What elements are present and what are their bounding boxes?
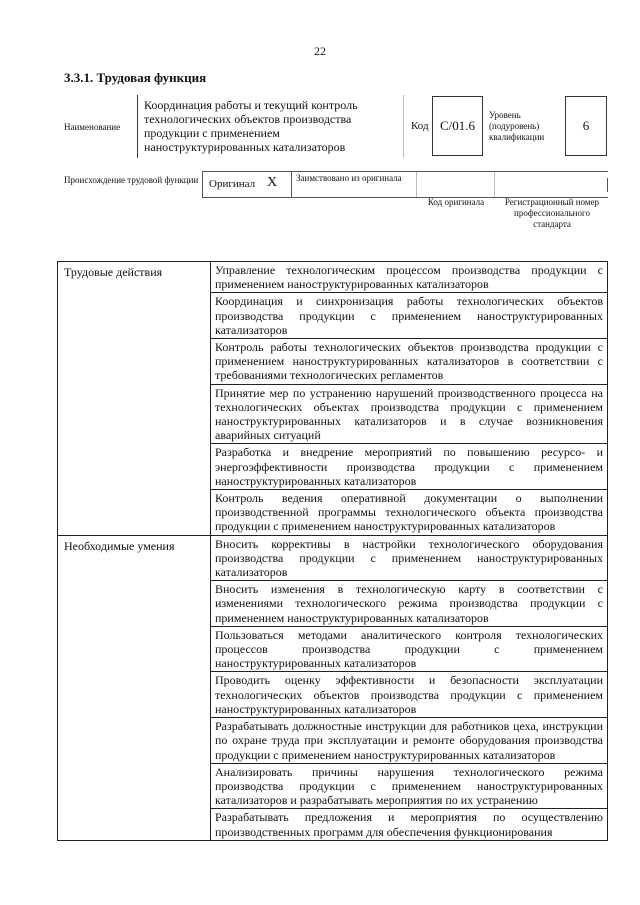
- level-label: Уровень (подуровень) квалификации: [489, 110, 545, 142]
- borrowed-label: Заимствовано из оригинала: [296, 173, 402, 183]
- level-value: 6: [565, 96, 607, 156]
- reg-number-caption: Регистрационный номер профессионального стандарта: [504, 197, 600, 229]
- row-text: Управление технологическим процессом производства продукции с применением наноструктурированных катализаторов: [211, 262, 608, 293]
- row-category: Трудовые действия: [58, 262, 211, 536]
- origin-row: [202, 171, 608, 198]
- divider: [494, 172, 495, 197]
- row-text: Принятие мер по устранению нарушений производственного процесса на технологических объектах производства продукции с применением наноструктурированных катализаторов и в случае возникновения аварийных ситуаций: [211, 384, 608, 444]
- divider: [416, 172, 417, 197]
- table-row: [58, 262, 608, 293]
- code-original-caption: Код оригинала: [427, 197, 485, 207]
- row-category: Необходимые умения: [58, 535, 211, 840]
- row-text: Координация и синхронизация работы технологических объектов производства продукции с применением наноструктурированных катализаторов: [211, 293, 608, 339]
- labor-function-table: [57, 261, 608, 841]
- row-text: Вносить коррективы в настройки технологического оборудования производства продукции с применением наноструктурированных катализаторов: [211, 535, 608, 581]
- row-text: Пользоваться методами аналитического контроля технологических процессов производства продукции с применением наноструктурированных катализаторов: [211, 626, 608, 672]
- code-label: Код: [411, 120, 429, 132]
- origin-label: Происхождение трудовой функции: [64, 175, 199, 185]
- divider: [607, 178, 608, 192]
- row-text: Вносить изменения в технологическую карту в соответствии с изменениями технологического режима производства продукции с применением наноструктурированных катализаторов: [211, 581, 608, 627]
- name-value: Координация работы и текущий контроль технологических объектов производства продукции с применением наноструктурированных катализаторов: [144, 98, 358, 154]
- original-label: Оригинал: [209, 178, 256, 190]
- original-cell: [202, 172, 292, 197]
- code-value: С/01.6: [432, 96, 483, 156]
- row-text: Анализировать причины нарушения технологического режима производства продукции с применением наноструктурированных катализаторов и разрабатывать мероприятия по их устранению: [211, 763, 608, 809]
- row-text: Разработка и внедрение мероприятий по повышению ресурсо- и энергоэффективности производства продукции с применением наноструктурированных катализаторов: [211, 444, 608, 490]
- page-number: 22: [314, 44, 326, 58]
- row-text: Проводить оценку эффективности и безопасности эксплуатации технологических объектов производства продукции с применением наноструктурированных катализаторов: [211, 672, 608, 718]
- table-row: [58, 535, 608, 581]
- name-box: [137, 95, 404, 158]
- row-text: Разрабатывать должностные инструкции для работников цеха, инструкции по охране труда при эксплуатации и ремонте оборудования производства продукции с применением наноструктурированных катализаторов: [211, 718, 608, 764]
- row-text: Разрабатывать предложения и мероприятия по осуществлению производственных программ для обеспечения функционирования: [211, 809, 608, 840]
- row-text: Контроль работы технологических объектов производства продукции с применением наноструктурированных катализаторов в соответствии с требованиями технологических регламентов: [211, 339, 608, 385]
- row-text: Контроль ведения оперативной документации о выполнении производственной программы технологического объекта производства продукции с применением наноструктурированных катализаторов: [211, 490, 608, 536]
- original-mark: Х: [267, 175, 278, 190]
- name-label: Наименование: [64, 122, 121, 132]
- section-title: 3.3.1. Трудовая функция: [64, 70, 207, 85]
